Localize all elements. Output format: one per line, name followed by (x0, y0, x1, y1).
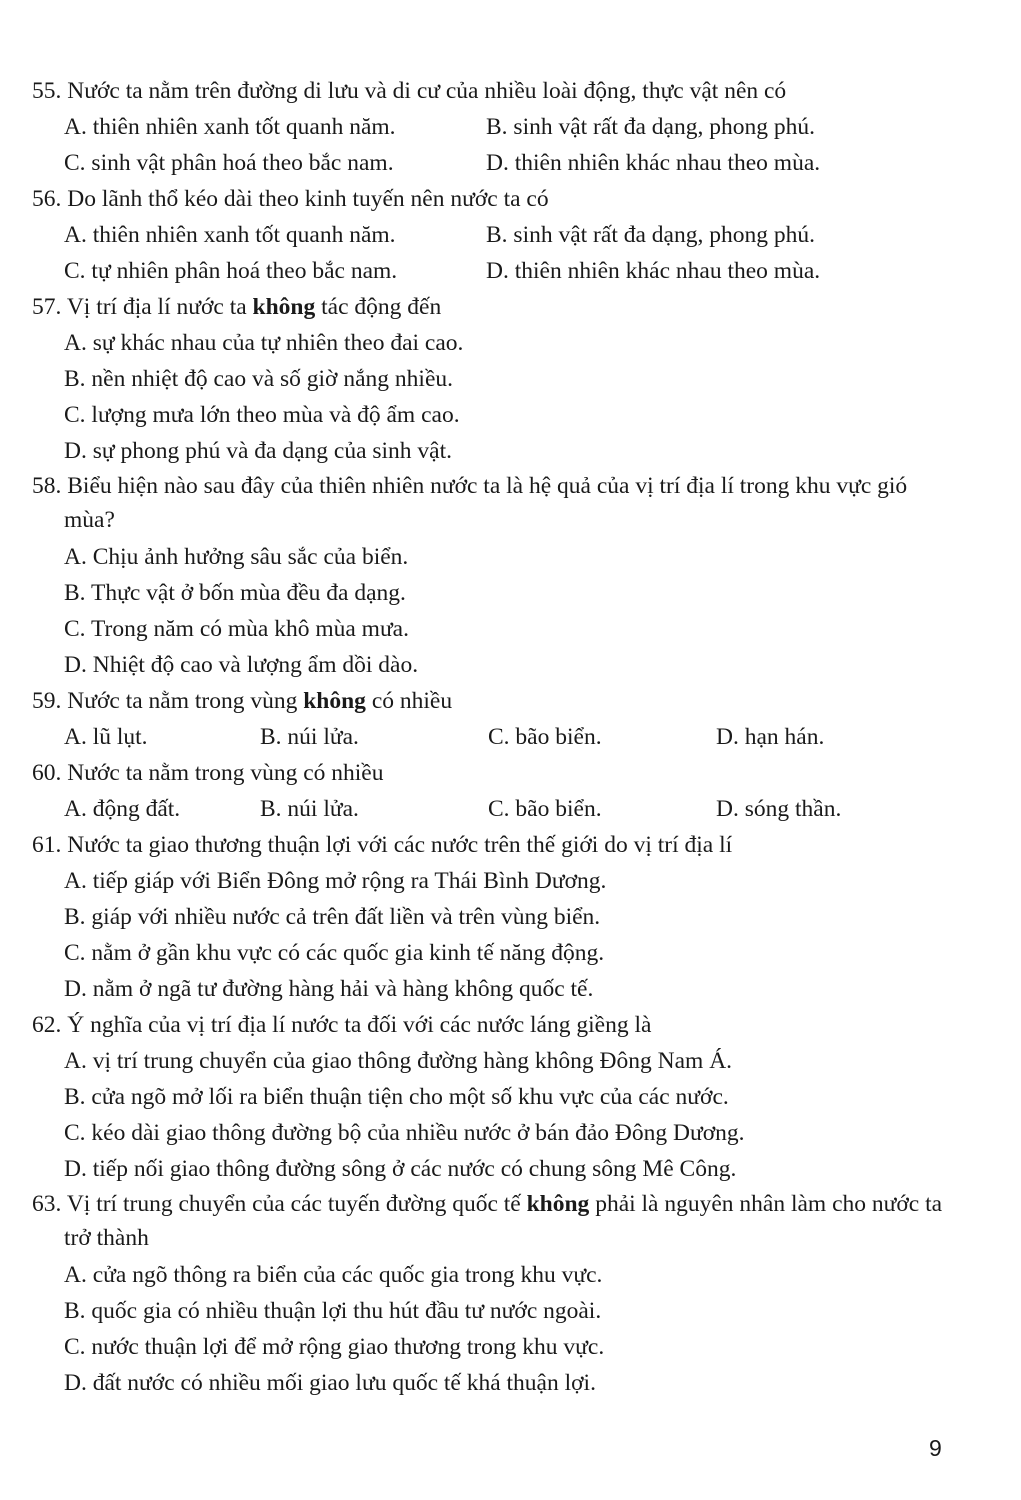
option-c: C. bão biển. (488, 724, 602, 750)
option-c: C. sinh vật phân hoá theo bắc nam. (64, 150, 394, 176)
question-56 (32, 181, 962, 289)
option-c: C. bão biển. (488, 796, 602, 822)
question-58 (32, 469, 962, 683)
option-b: B. núi lửa. (260, 796, 359, 822)
question-62 (32, 1007, 962, 1187)
option-b: B. cửa ngõ mở lối ra biển thuận tiện cho một số khu vực của các nước. (64, 1084, 729, 1110)
page-number: 9 (929, 1435, 942, 1461)
question-stem: 61. Nước ta giao thương thuận lợi với các nước trên thế giới do vị trí địa lí (32, 832, 733, 858)
question-stem: 55. Nước ta nằm trên đường di lưu và di cư của nhiều loài động, thực vật nên có (32, 78, 787, 104)
option-d: D. Nhiệt độ cao và lượng ẩm dồi dào. (64, 652, 419, 678)
option-b: B. sinh vật rất đa dạng, phong phú. (486, 114, 815, 140)
options-row (32, 109, 962, 145)
option-a: A. sự khác nhau của tự nhiên theo đai cao. (64, 330, 464, 356)
option-a: A. Chịu ảnh hưởng sâu sắc của biển. (64, 544, 409, 570)
options-row (32, 145, 962, 181)
stem-text: phải là nguyên nhân làm cho nước ta trở thành (64, 1191, 943, 1251)
stem-text: tác động đến (315, 294, 442, 320)
options-row (32, 791, 962, 827)
question-stem: 56. Do lãnh thổ kéo dài theo kinh tuyến nên nước ta có (32, 186, 549, 212)
question-stem (32, 683, 962, 719)
question-stem: 58. Biểu hiện nào sau đây của thiên nhiên nước ta là hệ quả của vị trí địa lí trong khu vực gió mùa? (32, 473, 908, 533)
option-c: C. nước thuận lợi để mở rộng giao thương trong khu vực. (64, 1334, 605, 1360)
options-row (32, 719, 962, 755)
option-b: B. quốc gia có nhiều thuận lợi thu hút đầu tư nước ngoài. (64, 1298, 602, 1324)
stem-emphasis: không (303, 688, 366, 714)
option-d: D. sự phong phú và đa dạng của sinh vật. (64, 438, 453, 464)
option-d: D. hạn hán. (716, 724, 825, 750)
stem-text: 63. Vị trí trung chuyển của các tuyến đường quốc tế (32, 1191, 527, 1217)
stem-text: 59. Nước ta nằm trong vùng (32, 688, 304, 714)
option-c: C. lượng mưa lớn theo mùa và độ ẩm cao. (64, 402, 460, 428)
option-b: B. nền nhiệt độ cao và số giờ nắng nhiều. (64, 366, 454, 392)
option-d: D. nằm ở ngã tư đường hàng hải và hàng không quốc tế. (64, 976, 594, 1002)
options-row (32, 217, 962, 253)
question-55 (32, 73, 962, 181)
option-a: A. lũ lụt. (64, 724, 148, 750)
question-stem (32, 289, 962, 325)
option-c: C. tự nhiên phân hoá theo bắc nam. (64, 258, 398, 284)
option-b: B. sinh vật rất đa dạng, phong phú. (486, 222, 815, 248)
question-61 (32, 827, 962, 1007)
option-a: A. thiên nhiên xanh tốt quanh năm. (64, 222, 396, 248)
option-a: A. cửa ngõ thông ra biển của các quốc gia trong khu vực. (64, 1262, 603, 1288)
option-b: B. Thực vật ở bốn mùa đều đa dạng. (64, 580, 406, 606)
option-a: A. thiên nhiên xanh tốt quanh năm. (64, 114, 396, 140)
option-b: B. núi lửa. (260, 724, 359, 750)
option-d: D. tiếp nối giao thông đường sông ở các nước có chung sông Mê Công. (64, 1156, 737, 1182)
options-row (32, 253, 962, 289)
option-a: A. tiếp giáp với Biển Đông mở rộng ra Thái Bình Dương. (64, 868, 607, 894)
option-c: C. kéo dài giao thông đường bộ của nhiều nước ở bán đảo Đông Dương. (64, 1120, 745, 1146)
option-a: A. vị trí trung chuyển của giao thông đường hàng không Đông Nam Á. (64, 1048, 733, 1074)
option-d: D. sóng thần. (716, 796, 842, 822)
option-c: C. nằm ở gần khu vực có các quốc gia kinh tế năng động. (64, 940, 605, 966)
stem-emphasis: không (252, 294, 316, 320)
question-60 (32, 755, 962, 827)
option-d: D. thiên nhiên khác nhau theo mùa. (486, 258, 821, 284)
question-list (32, 73, 962, 1401)
stem-emphasis: không (526, 1191, 590, 1217)
question-stem: 60. Nước ta nằm trong vùng có nhiều (32, 760, 384, 786)
question-stem (32, 1187, 962, 1255)
option-d: D. thiên nhiên khác nhau theo mùa. (486, 150, 821, 176)
question-stem: 62. Ý nghĩa của vị trí địa lí nước ta đối với các nước láng giềng là (32, 1012, 652, 1038)
question-59 (32, 683, 962, 755)
stem-text: 57. Vị trí địa lí nước ta (32, 294, 253, 320)
option-d: D. đất nước có nhiều mối giao lưu quốc tế khá thuận lợi. (64, 1370, 596, 1396)
stem-text: có nhiều (365, 688, 453, 714)
option-b: B. giáp với nhiều nước cả trên đất liền và trên vùng biển. (64, 904, 601, 930)
question-57 (32, 289, 962, 469)
option-c: C. Trong năm có mùa khô mùa mưa. (64, 616, 409, 642)
option-a: A. động đất. (64, 796, 181, 822)
question-63 (32, 1187, 962, 1401)
